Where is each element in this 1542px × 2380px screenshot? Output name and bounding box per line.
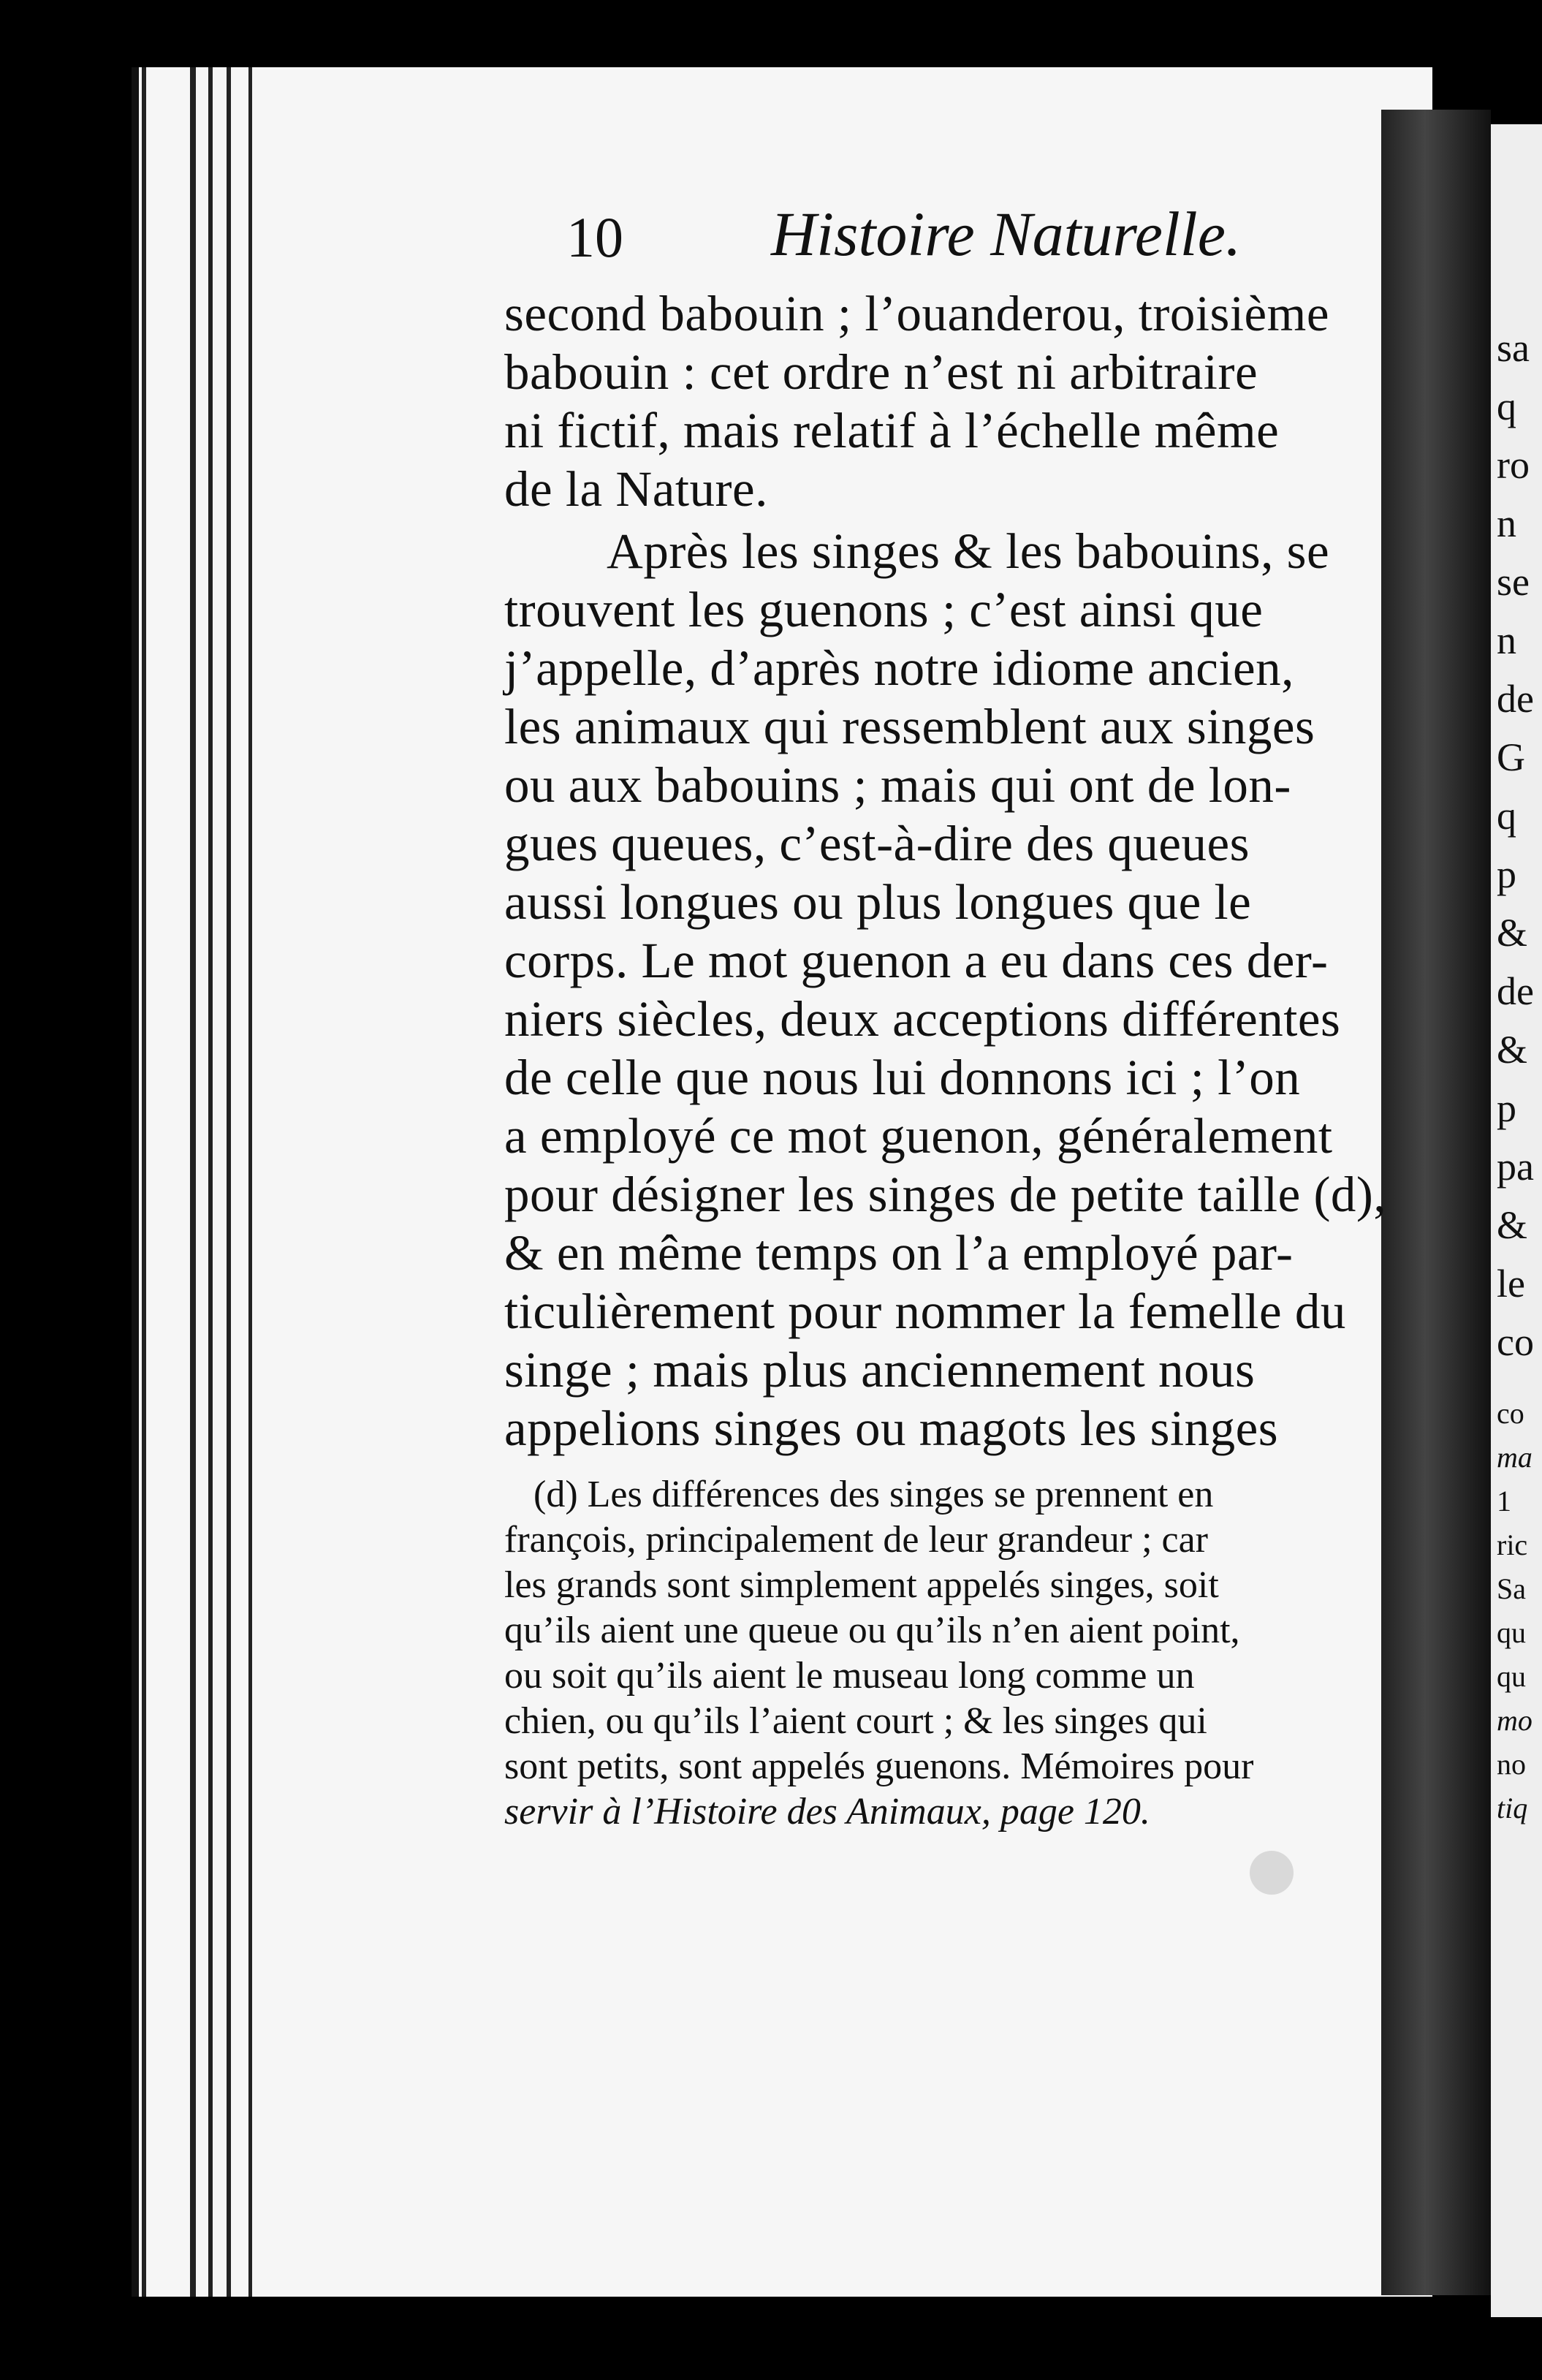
facing-page-text: q — [1497, 794, 1516, 838]
text-line: Après les singes & les babouins, se — [607, 523, 1330, 579]
footnote-line: ou soit qu’ils aient le museau long comme un — [504, 1655, 1195, 1697]
page-edge-line — [227, 67, 231, 2297]
facing-page-text: p — [1497, 852, 1516, 896]
facing-page-text: G — [1497, 735, 1525, 779]
text-line: ou aux babouins ; mais qui ont de lon- — [504, 757, 1291, 813]
facing-page-text: de — [1497, 969, 1534, 1013]
facing-page-text: pa — [1497, 1145, 1534, 1189]
facing-page-text: se — [1497, 560, 1530, 604]
facing-page-note: qu — [1497, 1616, 1526, 1649]
facing-page-note: mo — [1497, 1704, 1532, 1737]
facing-page-text: p — [1497, 1086, 1516, 1130]
footnote-line: chien, ou qu’ils l’aient court ; & les singes qui — [504, 1700, 1207, 1742]
footnote-line: sont petits, sont appelés guenons. Mémoires pour — [504, 1746, 1254, 1787]
facing-page-text: ro — [1497, 443, 1530, 487]
facing-page-text: q — [1497, 384, 1516, 428]
facing-page-note: co — [1497, 1397, 1524, 1430]
footnote-line: françois, principalement de leur grandeur ; car — [504, 1519, 1208, 1561]
text-line: de celle que nous lui donnons ici ; l’on — [504, 1050, 1301, 1105]
footnote-line: (d) Les différences des singes se prennent en — [533, 1474, 1214, 1515]
text-line: appelions singes ou magots les singes — [504, 1401, 1279, 1456]
paper-smudge — [1250, 1851, 1294, 1895]
text-line: babouin : cet ordre n’est ni arbitraire — [504, 344, 1258, 400]
facing-page-note: qu — [1497, 1660, 1526, 1693]
footnote-line: les grands sont simplement appelés singes, soit — [504, 1564, 1219, 1606]
facing-page-text: co — [1497, 1320, 1534, 1364]
facing-page-note: 1 — [1497, 1485, 1511, 1517]
facing-page-text: n — [1497, 618, 1516, 662]
running-title: Histoire Naturelle. — [771, 199, 1242, 269]
page-edge-line — [142, 67, 146, 2297]
text-line: second babouin ; l’ouanderou, troisième — [504, 286, 1329, 341]
page-edge-line — [190, 67, 196, 2297]
facing-page-note: ric — [1497, 1528, 1528, 1561]
text-line: singe ; mais plus anciennement nous — [504, 1342, 1256, 1398]
text-line: aussi longues ou plus longues que le — [504, 874, 1252, 930]
page-edge-line — [208, 67, 213, 2297]
page-header — [566, 197, 1341, 292]
facing-page-text: de — [1497, 677, 1534, 721]
footnote-line: servir à l’Histoire des Animaux, page 120. — [504, 1791, 1150, 1833]
facing-page-text: & — [1497, 911, 1528, 955]
facing-page-text: & — [1497, 1028, 1528, 1072]
facing-page-text: sa — [1497, 326, 1530, 370]
text-line: j’appelle, d’après notre idiome ancien, — [504, 640, 1294, 696]
text-line: trouvent les guenons ; c’est ainsi que — [504, 582, 1264, 637]
text-line: ni fictif, mais relatif à l’échelle même — [504, 403, 1280, 458]
facing-page-note: Sa — [1497, 1572, 1526, 1605]
text-line: pour désigner les singes de petite taille (d), — [504, 1167, 1387, 1222]
text-line: corps. Le mot guenon a eu dans ces der- — [504, 933, 1329, 988]
text-line: ticulièrement pour nommer la femelle du — [504, 1284, 1346, 1339]
facing-page-text: & — [1497, 1203, 1528, 1247]
facing-page-fragment — [1491, 124, 1542, 2317]
text-line: gues queues, c’est-à-dire des queues — [504, 816, 1250, 871]
facing-page-note: no — [1497, 1748, 1526, 1781]
text-line: de la Nature. — [504, 461, 768, 517]
page-number: 10 — [566, 205, 623, 269]
page-gutter-shadow — [1381, 110, 1491, 2295]
footnote-line: qu’ils aient une queue ou qu’ils n’en aient point, — [504, 1610, 1240, 1651]
facing-page-note: tiq — [1497, 1792, 1528, 1824]
text-line: niers siècles, deux acceptions différentes — [504, 991, 1341, 1047]
text-line: a employé ce mot guenon, généralement — [504, 1108, 1333, 1164]
text-line: les animaux qui ressemblent aux singes — [504, 699, 1315, 754]
facing-page-text: le — [1497, 1262, 1525, 1305]
page-edge-line — [248, 67, 252, 2297]
text-line: & en même temps on l’a employé par- — [504, 1225, 1294, 1281]
facing-page-text: n — [1497, 501, 1516, 545]
facing-page-note: ma — [1497, 1441, 1532, 1474]
